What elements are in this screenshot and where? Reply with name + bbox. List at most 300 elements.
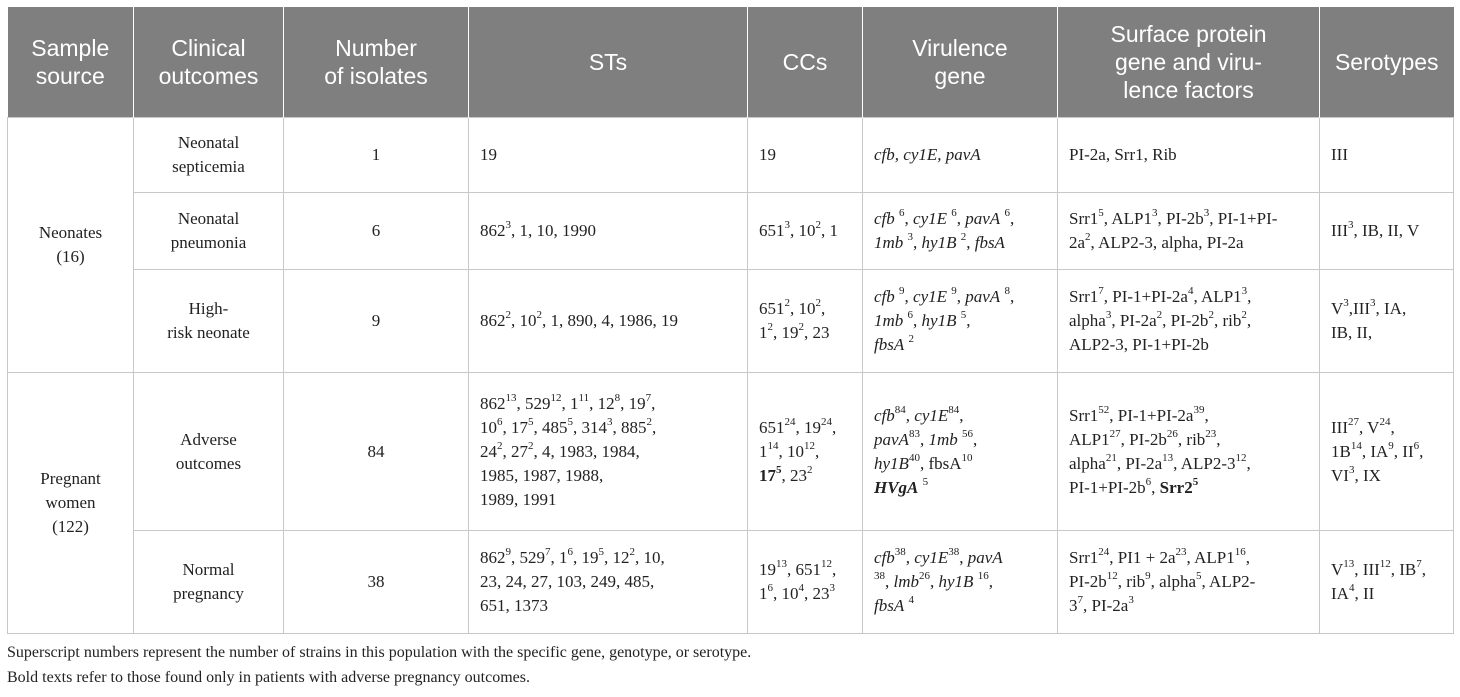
cell-text: , 10 — [790, 221, 816, 240]
cell-text: Srr1 — [1069, 548, 1099, 567]
isolate-count: 6 — [371, 221, 381, 240]
cell-text: cfb, cy1E, pavA — [874, 145, 981, 164]
cell-text: 19 — [759, 560, 776, 579]
cell-text: , PI-2a — [1111, 311, 1157, 330]
superscript-count: 2 — [629, 546, 635, 559]
sample-source-text: (16) — [56, 247, 85, 266]
surface-protein-cell — [1058, 270, 1320, 373]
cell-text: , PI-1+PI- — [1209, 209, 1278, 228]
cell-text: , — [904, 209, 914, 228]
outcome-text: pneumonia — [170, 233, 247, 252]
cell-text: 1mb — [874, 233, 904, 252]
superscript-count: 4 — [798, 582, 804, 595]
superscript-count: 3 — [1105, 309, 1112, 322]
cell-text: , 23 — [781, 465, 807, 485]
cell-text: , PI-2b — [1162, 311, 1209, 330]
sample-source-text: women — [45, 493, 96, 512]
cell-text: , — [1246, 311, 1252, 330]
cell-text: , IA — [1361, 441, 1389, 461]
superscript-count: 3 — [1343, 297, 1349, 310]
cell-text: , PI-2a — [1116, 453, 1163, 473]
sample-source-text: Neonates — [38, 223, 103, 242]
superscript-count: 6 — [1145, 475, 1152, 488]
surface-protein-cell — [1058, 531, 1320, 634]
sts-cell — [469, 118, 748, 193]
cell-text: , ALP1 — [1186, 548, 1235, 567]
cell-text: , II — [1354, 584, 1375, 603]
cell-text: , ALP1 — [1193, 287, 1242, 306]
table-container — [7, 7, 1453, 634]
table-row — [8, 118, 1454, 193]
superscript-count: 38 — [874, 570, 885, 583]
isolate-count-cell — [284, 270, 469, 373]
superscript-count: 3 — [1370, 297, 1376, 310]
superscript-count: 84 — [894, 403, 906, 416]
cell-text: IA — [1331, 584, 1349, 603]
superscript-count: 3 — [1347, 219, 1354, 232]
cell-text: 1mb — [874, 311, 904, 330]
cell-text: , — [913, 233, 922, 252]
cell-text: , — [1419, 441, 1424, 461]
cell-text: , — [905, 405, 915, 425]
serotypes-cell — [1320, 118, 1454, 193]
superscript-count: 56 — [961, 427, 973, 440]
cell-text: , — [832, 417, 837, 437]
cell-text: , 12 — [589, 393, 615, 413]
cell-text — [903, 311, 907, 330]
serotypes-cell — [1320, 531, 1454, 634]
table-row — [8, 531, 1454, 634]
header-surface-protein — [1058, 7, 1320, 118]
superscript-count: 13 — [1162, 451, 1174, 464]
superscript-count: 12 — [804, 439, 815, 452]
superscript-count: 27 — [1347, 415, 1359, 428]
cell-text: Srr1 — [1069, 287, 1099, 306]
cell-text: , — [966, 311, 971, 330]
cell-text: , 19 — [773, 323, 799, 342]
table-row — [8, 193, 1454, 270]
superscript-count: 2 — [1085, 231, 1091, 244]
superscript-count: 9 — [951, 285, 957, 298]
outcome-text: Normal — [182, 560, 235, 579]
superscript-count: 9 — [505, 546, 511, 559]
header-line: Surface protein — [1110, 21, 1267, 47]
header-line: gene and viru- — [1114, 49, 1263, 75]
cell-text: , — [1204, 405, 1209, 425]
cell-text: , — [1151, 477, 1160, 497]
cell-text: , 10 — [773, 584, 799, 603]
cell-text: VI — [1331, 465, 1349, 485]
cell-text: , — [905, 548, 915, 567]
outcome-text: pregnancy — [173, 584, 244, 603]
cell-text: , 19 — [620, 393, 646, 413]
superscript-count: 7 — [1098, 285, 1104, 298]
cell-text: , III — [1354, 560, 1380, 579]
cell-text: , — [815, 441, 820, 461]
cell-text: , 1 — [821, 221, 838, 240]
header-line: Number — [335, 35, 417, 61]
cell-text: , — [1421, 560, 1427, 579]
serotypes-cell — [1320, 270, 1454, 373]
header-line: Serotypes — [1334, 49, 1439, 75]
clinical-outcome-cell — [134, 270, 284, 373]
cell-text: , 4, 1983, 1984, — [533, 441, 640, 461]
cell-text: cfb — [874, 548, 895, 567]
cell-text: , — [652, 417, 657, 437]
cell-text: 651 — [759, 299, 785, 318]
cell-text: 1B — [1331, 441, 1351, 461]
cell-text: 651, 1373 — [480, 596, 548, 615]
header-number-of-isolates — [284, 7, 469, 118]
superscript-count: 5 — [567, 415, 573, 428]
header-sample-source — [8, 7, 134, 118]
superscript-count: 38 — [894, 546, 906, 559]
superscript-count: 4 — [1187, 285, 1194, 298]
cell-text: , — [1216, 429, 1221, 449]
cell-text: , rib — [1117, 572, 1146, 591]
sample-source-cell — [8, 373, 134, 634]
cell-text: PI-1+PI-2b — [1069, 477, 1146, 497]
superscript-count: 12 — [821, 558, 832, 571]
superscript-count: 3 — [1348, 463, 1355, 476]
footnote-bold: Bold texts refer to those found only in patients with adverse pregnancy outcomes. — [7, 669, 530, 686]
virulence-gene-cell — [863, 373, 1058, 531]
superscript-count: 14 — [767, 439, 779, 452]
superscript-count: 52 — [1098, 403, 1110, 416]
cell-text: , 1 — [550, 548, 568, 567]
cell-text: , — [913, 311, 922, 330]
cell-text: , 10 — [778, 441, 804, 461]
isolate-count-cell — [284, 118, 469, 193]
cell-text: , — [1009, 287, 1015, 306]
isolate-count: 38 — [367, 572, 385, 591]
superscript-count: 2 — [1208, 309, 1214, 322]
sts-cell — [469, 270, 748, 373]
superscript-count: 2 — [960, 231, 967, 244]
superscript-count: 3 — [1128, 594, 1134, 607]
cell-text: 19 — [759, 145, 776, 164]
sts-cell — [469, 531, 748, 634]
superscript-count: 5 — [960, 309, 967, 322]
isolate-count-cell — [284, 373, 469, 531]
table-body — [8, 118, 1454, 634]
virulence-gene-cell — [863, 270, 1058, 373]
cell-text: , alpha — [1150, 572, 1196, 591]
superscript-count: 23 — [1175, 546, 1187, 559]
cell-text: cfb — [874, 209, 895, 228]
isolate-count-cell — [284, 193, 469, 270]
outcome-text: Neonatal — [177, 209, 240, 228]
cell-text: , 27 — [502, 441, 528, 461]
cell-text: pavA — [874, 429, 909, 449]
cell-text: 2a — [1069, 233, 1086, 252]
cell-text: , — [956, 287, 966, 306]
outcome-text: Adverse — [180, 429, 237, 449]
header-line: Clinical — [171, 35, 246, 61]
sample-source-text: Pregnant — [40, 469, 101, 488]
cell-text: 1989, 1991 — [480, 489, 557, 509]
cell-text: , — [1009, 209, 1015, 228]
superscript-count: 7 — [645, 391, 652, 404]
header-line: of isolates — [324, 63, 428, 89]
footnote-superscripts: Superscript numbers represent the number of strains in this population with the specific gene, genotype, or serotype. — [7, 644, 752, 661]
superscript-count: 3 — [907, 231, 914, 244]
superscript-count: 12 — [1379, 558, 1391, 571]
virulence-gene-cell — [863, 531, 1058, 634]
superscript-count: 5 — [1192, 475, 1199, 488]
superscript-count: 3 — [505, 219, 511, 232]
isolate-count: 1 — [371, 145, 381, 164]
cell-text: 1 — [759, 323, 768, 342]
superscript-count: 9 — [1145, 570, 1151, 583]
superscript-count: 6 — [899, 207, 905, 220]
superscript-count: 27 — [1109, 427, 1121, 440]
cell-text: , — [956, 209, 966, 228]
superscript-count: 2 — [1156, 309, 1163, 322]
clinical-outcome-cell — [134, 193, 284, 270]
cell-text: cy1E — [913, 209, 948, 228]
cell-text: , 529 — [511, 548, 545, 567]
cell-text: , ALP2- — [1201, 572, 1256, 591]
superscript-count: 26 — [919, 570, 930, 583]
superscript-count: 6 — [567, 546, 573, 559]
table-row — [8, 373, 1454, 531]
cell-text: V — [1331, 560, 1344, 579]
cell-text: cfb — [874, 405, 895, 425]
cell-text: fbsA — [874, 335, 905, 354]
superscript-count: 2 — [798, 321, 804, 334]
superscript-count: 2 — [784, 297, 790, 310]
superscript-count: 3 — [784, 219, 790, 232]
superscript-count: 2 — [908, 333, 914, 346]
cell-text: , PI-1+PI-2a — [1103, 287, 1188, 306]
superscript-count: 24 — [1379, 415, 1391, 428]
superscript-count: 5 — [922, 475, 929, 488]
superscript-count: 4 — [908, 594, 914, 607]
cell-text: pavA — [965, 287, 1001, 306]
cell-text: , — [1246, 453, 1251, 473]
cell-text: , PI-1+PI-2a — [1109, 405, 1194, 425]
cell-text: 19 — [480, 145, 497, 164]
cell-text: , 651 — [787, 560, 821, 579]
cell-text: , 12 — [604, 548, 630, 567]
cell-text: 3 — [1069, 596, 1078, 615]
cell-text: , 314 — [573, 417, 607, 437]
cell-text: , — [821, 299, 826, 318]
cell-text: HVgA — [874, 477, 919, 497]
cell-text: 862 — [480, 311, 506, 330]
cell-text: , IX — [1354, 465, 1381, 485]
cell-text: , 19 — [573, 548, 599, 567]
cell-text: , fbsA — [919, 453, 962, 473]
superscript-count: 2 — [767, 321, 773, 334]
cell-text: , PI-2b — [1157, 209, 1204, 228]
clinical-outcome-cell — [134, 373, 284, 531]
outcome-text: Neonatal — [177, 133, 240, 152]
superscript-count: 12 — [1235, 451, 1247, 464]
cell-text: 24 — [480, 441, 497, 461]
serotypes-cell — [1320, 373, 1454, 531]
superscript-count: 83 — [908, 427, 920, 440]
superscript-count: 5 — [598, 546, 604, 559]
cell-text: , — [651, 393, 656, 413]
cell-text: , rib — [1213, 311, 1242, 330]
header-line: source — [35, 63, 105, 89]
cell-text: , 529 — [516, 393, 551, 413]
superscript-count: 12 — [550, 391, 562, 404]
cell-text: ,III — [1348, 299, 1371, 318]
outcome-text: risk neonate — [167, 323, 250, 342]
clinical-outcome-cell — [134, 118, 284, 193]
superscript-count: 11 — [578, 391, 590, 404]
superscript-count: 13 — [1343, 558, 1355, 571]
cell-text: , IA, — [1375, 299, 1407, 318]
ccs-cell — [748, 270, 863, 373]
superscript-count: 2 — [646, 415, 652, 428]
superscript-count: 8 — [1004, 285, 1010, 298]
cell-text: 862 — [480, 393, 506, 413]
superscript-count: 6 — [767, 582, 773, 595]
superscript-count: 9 — [1388, 439, 1394, 452]
cell-text: 862 — [480, 221, 506, 240]
isolate-count: 9 — [371, 311, 381, 330]
superscript-count: 2 — [807, 463, 813, 476]
cell-text: alpha — [1069, 453, 1106, 473]
superscript-count: 40 — [908, 451, 920, 464]
cell-text: 651 — [759, 221, 785, 240]
outcome-text: outcomes — [175, 453, 242, 473]
clinical-outcome-cell — [134, 531, 284, 634]
superscript-count: 6 — [951, 207, 957, 220]
sample-source-text: (122) — [52, 517, 89, 536]
cell-text: , 10, — [635, 548, 665, 567]
superscript-count: 21 — [1105, 451, 1117, 464]
superscript-count: 7 — [545, 546, 551, 559]
cell-text: III — [1331, 145, 1348, 164]
cell-text: , — [1247, 287, 1252, 306]
cell-text — [903, 233, 907, 252]
cell-text: V — [1331, 299, 1344, 318]
cell-text: hy1B — [874, 453, 909, 473]
ccs-cell — [748, 193, 863, 270]
isolate-count: 84 — [367, 441, 385, 461]
cell-text: , 10 — [511, 311, 537, 330]
header-virulence-gene — [863, 7, 1058, 118]
cell-text: cy1E — [914, 405, 949, 425]
cell-text: , — [904, 287, 914, 306]
cell-text: , 23 — [804, 584, 830, 603]
virulence-gene-cell — [863, 118, 1058, 193]
superscript-count: 5 — [1196, 570, 1202, 583]
superscript-count: 6 — [1004, 207, 1010, 220]
superscript-count: 2 — [815, 297, 821, 310]
cell-text: 1 — [759, 441, 768, 461]
cell-text: , — [959, 548, 968, 567]
outcome-text: septicemia — [172, 157, 245, 176]
cell-text: , PI1 + 2a — [1109, 548, 1176, 567]
cell-text: cy1E — [914, 548, 949, 567]
cell-text: , 19 — [795, 417, 821, 437]
superscript-count: 26 — [1166, 427, 1178, 440]
superscript-count: 16 — [1234, 546, 1246, 559]
header-line: outcomes — [158, 63, 259, 89]
cell-text: , PI-2a — [1083, 596, 1129, 615]
superscript-count: 24 — [821, 415, 832, 428]
cell-text: , II — [1393, 441, 1414, 461]
superscript-count: 13 — [505, 391, 517, 404]
superscript-count: 3 — [1151, 207, 1158, 220]
cell-text: PI-2b — [1069, 572, 1107, 591]
cell-text: III — [1331, 221, 1348, 240]
header-ccs — [748, 7, 863, 118]
cell-text: , 1 — [561, 393, 579, 413]
cell-text: Srr1 — [1069, 405, 1099, 425]
cell-text: , — [930, 572, 939, 591]
cell-text: 10 — [480, 417, 497, 437]
surface-protein-cell — [1058, 193, 1320, 270]
superscript-count: 23 — [1205, 427, 1217, 440]
superscript-count: 6 — [497, 415, 503, 428]
table-row — [8, 270, 1454, 373]
superscript-count: 3 — [607, 415, 613, 428]
cell-text: , ALP1 — [1103, 209, 1152, 228]
superscript-count: 2 — [536, 309, 542, 322]
cell-text: , ALP2-3 — [1173, 453, 1236, 473]
cell-text: , — [988, 572, 993, 591]
superscript-count: 2 — [1241, 309, 1247, 322]
superscript-count: 2 — [497, 439, 503, 452]
cell-text: alpha — [1069, 311, 1106, 330]
header-line: Sample — [31, 35, 110, 61]
cell-text: , IB, II, V — [1353, 221, 1420, 240]
cell-text: Srr1 — [1069, 209, 1099, 228]
cell-text: , 1, 890, 4, 1986, 19 — [542, 311, 678, 330]
superscript-count: 12 — [1106, 570, 1118, 583]
cell-text: , IB — [1390, 560, 1417, 579]
superscript-count: 3 — [1241, 285, 1248, 298]
header-serotypes — [1320, 7, 1454, 118]
ccs-cell — [748, 373, 863, 531]
superscript-count: 4 — [1348, 582, 1355, 595]
cell-text: hy1B — [921, 233, 957, 252]
ccs-cell — [748, 118, 863, 193]
superscript-count: 3 — [829, 582, 835, 595]
cell-text: , V — [1358, 417, 1380, 437]
header-line: lence factors — [1123, 77, 1254, 103]
footnotes — [7, 640, 751, 690]
cell-text: pavA — [965, 209, 1001, 228]
superscript-count: 24 — [1098, 546, 1110, 559]
header-line: STs — [588, 49, 628, 75]
cell-text: PI-2a, Srr1, Rib — [1069, 145, 1177, 164]
cell-text: fbsA — [874, 596, 905, 615]
surface-protein-cell — [1058, 373, 1320, 531]
cell-text: , 23 — [804, 323, 830, 342]
superscript-count: 8 — [614, 391, 621, 404]
surface-protein-cell — [1058, 118, 1320, 193]
cell-text: , — [832, 560, 837, 579]
superscript-count: 2 — [815, 219, 821, 232]
superscript-count: 5 — [776, 463, 782, 476]
header-sts — [469, 7, 748, 118]
cell-text: hy1B — [938, 572, 974, 591]
superscript-count: 24 — [784, 415, 796, 428]
cell-text: 862 — [480, 548, 506, 567]
cell-text: ALP1 — [1069, 429, 1110, 449]
cell-text: 651 — [759, 417, 785, 437]
cell-text: 23, 24, 27, 103, 249, 485, — [480, 572, 655, 591]
superscript-count: 5 — [528, 415, 534, 428]
